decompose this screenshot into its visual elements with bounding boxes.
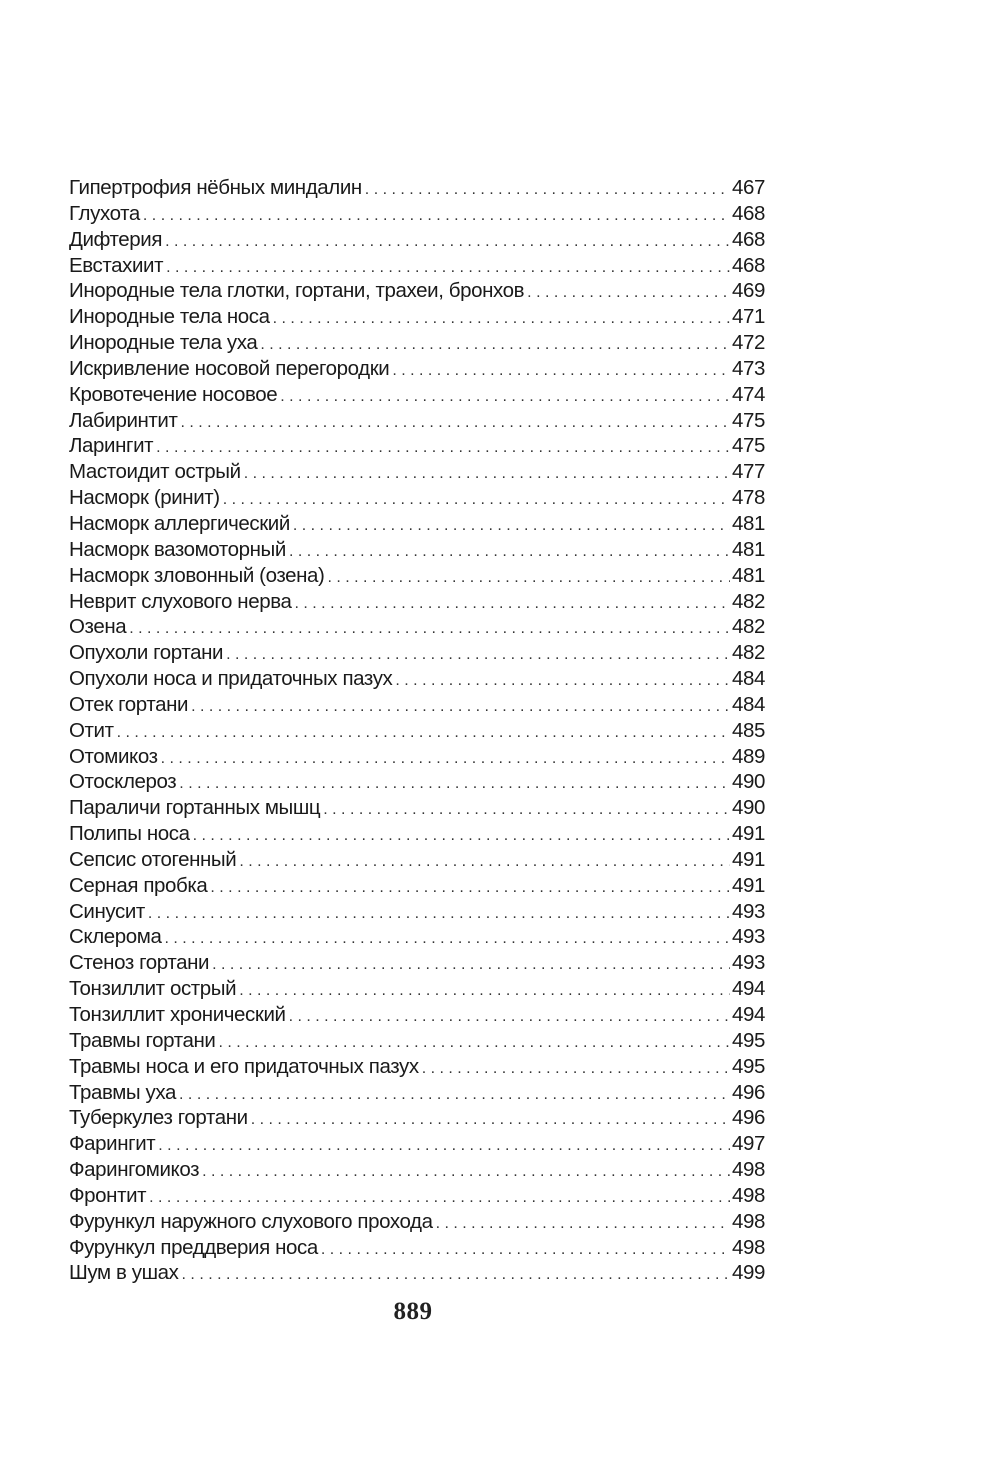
toc-entry-title: Насморк зловонный (озена) [69, 563, 325, 587]
toc-entry [69, 1054, 765, 1080]
toc-entry [69, 692, 765, 718]
dot-leader [129, 616, 730, 640]
toc-entry-page: 468 [731, 201, 765, 225]
toc-entry-title: Отосклероз [69, 770, 177, 794]
toc-entry [69, 253, 765, 279]
toc-entry [69, 950, 765, 976]
toc-entry-title: Отит [69, 718, 114, 742]
toc-entry-page: 496 [731, 1106, 765, 1130]
toc-entry-page: 473 [731, 356, 765, 380]
toc-entry [69, 1002, 765, 1028]
toc-entry-title: Озена [69, 615, 127, 639]
toc-entry [69, 511, 765, 537]
dot-leader [179, 771, 730, 795]
toc-entry-page: 494 [731, 977, 765, 1001]
toc-entry [69, 1209, 765, 1235]
toc-entry-title: Насморк аллергический [69, 511, 290, 535]
dot-leader [244, 461, 730, 485]
dot-leader [392, 358, 730, 382]
dot-leader [251, 1107, 730, 1131]
toc-entry-page: 491 [731, 822, 765, 846]
dot-leader [149, 1185, 730, 1209]
toc-entry [69, 1183, 765, 1209]
toc-entry-page: 491 [731, 847, 765, 871]
toc-entry-title: Фурункул наружного слухового прохода [69, 1209, 433, 1233]
toc-entry-title: Туберкулез гортани [69, 1106, 248, 1130]
toc-entry-page: 490 [731, 770, 765, 794]
dot-leader [156, 435, 730, 459]
dot-leader [239, 978, 730, 1002]
toc-entry [69, 1028, 765, 1054]
dot-leader [365, 177, 730, 201]
toc-entry-title: Стеноз гортани [69, 951, 210, 975]
dot-leader [280, 384, 730, 408]
toc-entry-page: 498 [731, 1209, 765, 1233]
dot-leader [295, 591, 730, 615]
dot-leader [161, 746, 730, 770]
toc-entry-title: Лабиринтит [69, 408, 178, 432]
toc-entry-title: Синусит [69, 899, 145, 923]
toc-entry [69, 1131, 765, 1157]
toc-entry [69, 304, 765, 330]
toc-entry-page: 484 [731, 667, 765, 691]
toc-entry-page: 497 [731, 1132, 765, 1156]
toc-entry-title: Опухоли носа и придаточных пазух [69, 667, 393, 691]
toc-entry [69, 614, 765, 640]
toc-entry-page: 493 [731, 951, 765, 975]
toc-entry [69, 976, 765, 1002]
toc-entry [69, 899, 765, 925]
dot-leader [179, 1082, 730, 1106]
dot-leader [202, 1159, 730, 1183]
toc-entry-page: 485 [731, 718, 765, 742]
toc-entry-page: 498 [731, 1158, 765, 1182]
toc-entry-title: Ларингит [69, 434, 154, 458]
toc-entry-page: 482 [731, 615, 765, 639]
toc-entry-page: 482 [731, 641, 765, 665]
dot-leader [436, 1211, 730, 1235]
page-number: 889 [393, 1298, 433, 1325]
dot-leader [239, 849, 730, 873]
toc-entry [69, 769, 765, 795]
dot-leader [117, 720, 730, 744]
dot-leader [321, 1237, 730, 1261]
toc-entry [69, 459, 765, 485]
toc-entry-title: Полипы носа [69, 822, 190, 846]
table-of-contents [69, 175, 765, 1286]
toc-entry-title: Фурункул преддверия носа [69, 1235, 318, 1259]
toc-entry-title: Шум в ушах [69, 1261, 179, 1285]
dot-leader [289, 1004, 730, 1028]
toc-entry-page: 489 [731, 744, 765, 768]
toc-entry-page: 467 [731, 176, 765, 199]
dot-leader [273, 306, 730, 330]
dot-leader [166, 255, 730, 279]
toc-entry [69, 563, 765, 589]
dot-leader [143, 203, 730, 227]
toc-entry-title: Глухота [69, 201, 140, 225]
dot-leader [293, 513, 730, 537]
toc-entry-title: Инородные тела носа [69, 305, 270, 329]
dot-leader [323, 797, 730, 821]
dot-leader [395, 668, 730, 692]
dot-leader [327, 565, 730, 589]
toc-entry [69, 795, 765, 821]
toc-entry-title: Дифтерия [69, 227, 163, 251]
dot-leader [527, 280, 730, 304]
toc-entry-title: Склерома [69, 925, 162, 949]
toc-entry-page: 481 [731, 563, 765, 587]
toc-entry [69, 718, 765, 744]
toc-entry-page: 477 [731, 460, 765, 484]
dot-leader [148, 901, 730, 925]
toc-entry-page: 484 [731, 692, 765, 716]
toc-entry-page: 471 [731, 305, 765, 329]
toc-entry [69, 847, 765, 873]
toc-entry [69, 640, 765, 666]
dot-leader [193, 823, 730, 847]
toc-entry [69, 744, 765, 770]
toc-entry-title: Серная пробка [69, 873, 208, 897]
toc-entry-title: Отек гортани [69, 692, 189, 716]
toc-entry [69, 330, 765, 356]
toc-entry-page: 475 [731, 408, 765, 432]
toc-entry [69, 537, 765, 563]
toc-entry-title: Травмы носа и его придаточных пазух [69, 1054, 419, 1078]
toc-entry-page: 490 [731, 796, 765, 820]
toc-entry-title: Гипертрофия нёбных миндалин [69, 176, 362, 199]
toc-entry-page: 496 [731, 1080, 765, 1104]
toc-entry-title: Тонзиллит хронический [69, 1003, 286, 1026]
toc-entry [69, 873, 765, 899]
toc-entry [69, 1105, 765, 1131]
toc-entry-title: Тонзиллит острый [69, 977, 237, 1001]
toc-entry [69, 1080, 765, 1106]
toc-entry [69, 589, 765, 615]
toc-entry [69, 175, 765, 201]
toc-entry [69, 821, 765, 847]
toc-entry-title: Инородные тела глотки, гортани, трахеи, бронхов [69, 279, 525, 303]
toc-entry-page: 468 [731, 253, 765, 277]
toc-entry-page: 493 [731, 925, 765, 949]
toc-entry-page: 495 [731, 1028, 765, 1052]
toc-entry-title: Сепсис отогенный [69, 847, 237, 871]
dot-leader [164, 926, 730, 950]
toc-entry [69, 433, 765, 459]
dot-leader [165, 229, 730, 253]
dot-leader [223, 487, 730, 511]
toc-entry-page: 478 [731, 486, 765, 510]
dot-leader [422, 1056, 730, 1080]
toc-entry-title: Насморк вазомоторный [69, 537, 286, 561]
toc-entry-page: 491 [731, 873, 765, 897]
toc-entry-title: Фарингит [69, 1132, 156, 1156]
toc-entry [69, 1157, 765, 1183]
toc-entry-page: 469 [731, 279, 765, 303]
toc-entry-page: 482 [731, 589, 765, 613]
dot-leader [158, 1133, 730, 1157]
toc-entry [69, 924, 765, 950]
toc-entry-page: 481 [731, 537, 765, 561]
toc-entry-title: Фронтит [69, 1183, 147, 1207]
dot-leader [182, 1262, 730, 1286]
toc-entry-title: Насморк (ринит) [69, 486, 220, 510]
dot-leader [210, 875, 730, 899]
toc-entry-page: 475 [731, 434, 765, 458]
toc-entry-title: Евстахиит [69, 253, 164, 277]
toc-entry-page: 498 [731, 1235, 765, 1259]
toc-entry [69, 485, 765, 511]
toc-entry-page: 494 [731, 1003, 765, 1026]
toc-entry-page: 468 [731, 227, 765, 251]
toc-entry-title: Параличи гортанных мышц [69, 796, 321, 820]
toc-entry-page: 498 [731, 1183, 765, 1207]
toc-entry-page: 493 [731, 899, 765, 923]
toc-entry-page: 474 [731, 382, 765, 406]
toc-entry-title: Травмы уха [69, 1080, 177, 1104]
toc-entry [69, 278, 765, 304]
toc-entry-title: Опухоли гортани [69, 641, 224, 665]
toc-entry-title: Кровотечение носовое [69, 382, 278, 406]
toc-entry-page: 495 [731, 1054, 765, 1078]
toc-entry [69, 1235, 765, 1261]
toc-entry-page: 481 [731, 511, 765, 535]
toc-entry-title: Мастоидит острый [69, 460, 241, 484]
toc-entry-title: Инородные тела уха [69, 331, 258, 355]
toc-entry [69, 201, 765, 227]
toc-entry-title: Искривление носовой перегородки [69, 356, 390, 380]
dot-leader [180, 410, 730, 434]
toc-entry [69, 1260, 765, 1286]
toc-entry-page: 472 [731, 331, 765, 355]
toc-entry-title: Фарингомикоз [69, 1158, 200, 1182]
toc-entry [69, 382, 765, 408]
dot-leader [260, 332, 730, 356]
dot-leader [226, 642, 730, 666]
toc-entry-title: Отомикоз [69, 744, 158, 768]
toc-entry [69, 666, 765, 692]
dot-leader [191, 694, 730, 718]
toc-entry [69, 408, 765, 434]
toc-entry-title: Травмы гортани [69, 1028, 216, 1052]
toc-entry-title: Неврит слухового нерва [69, 589, 292, 613]
dot-leader [218, 1030, 730, 1054]
toc-entry [69, 356, 765, 382]
dot-leader [289, 539, 730, 563]
toc-entry-page: 499 [731, 1261, 765, 1285]
dot-leader [212, 952, 730, 976]
toc-entry [69, 227, 765, 253]
